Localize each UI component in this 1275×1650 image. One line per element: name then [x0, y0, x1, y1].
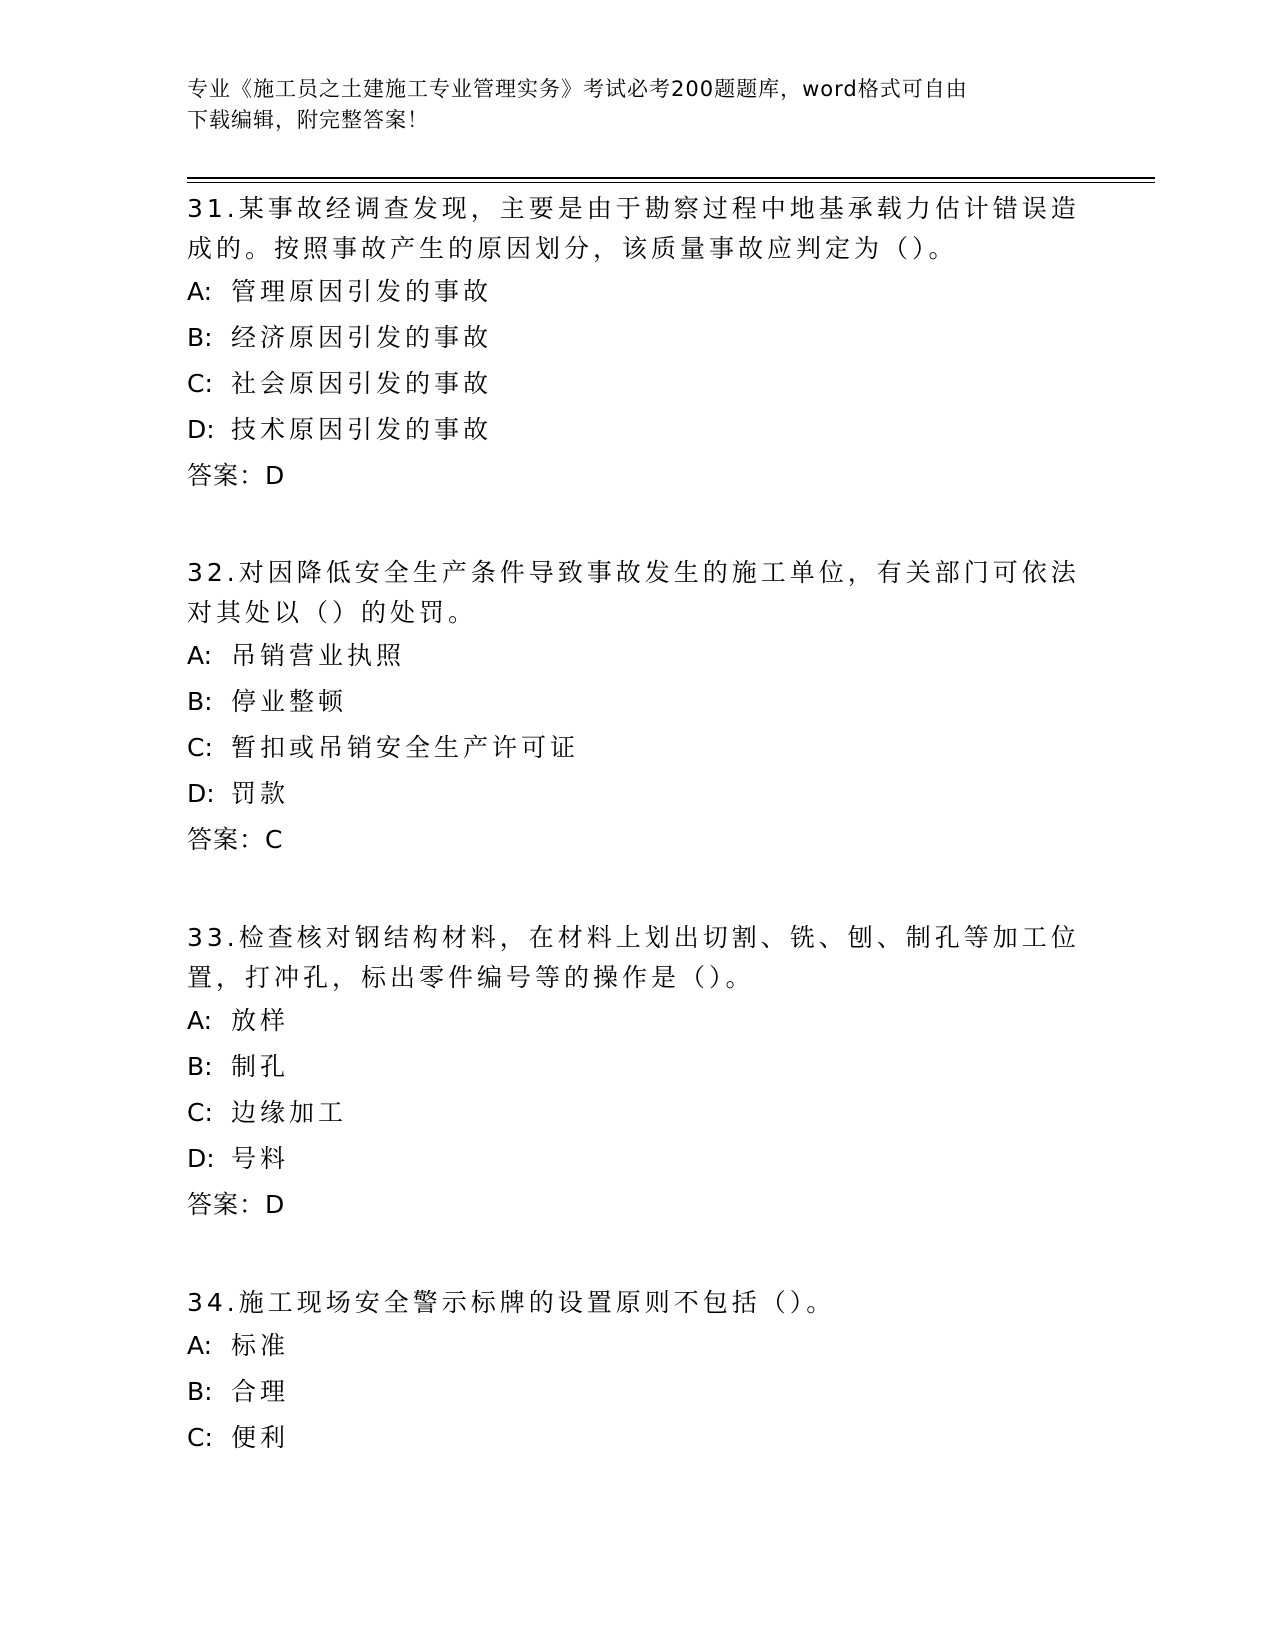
- option-letter: B:: [187, 687, 213, 716]
- option-letter: B:: [187, 1377, 213, 1406]
- option-c: [187, 1415, 1087, 1461]
- option-text: 停业整顿: [231, 687, 348, 716]
- option-text: 管理原因引发的事故: [231, 277, 493, 306]
- option-letter: A:: [187, 277, 213, 306]
- option-c: [187, 361, 1087, 407]
- option-letter: B:: [187, 323, 213, 352]
- question-32: [187, 553, 1087, 863]
- option-d: [187, 771, 1087, 817]
- option-d: [187, 407, 1087, 453]
- answer: 答案：C: [187, 825, 284, 854]
- option-text: 放样: [231, 1006, 290, 1035]
- option-letter: C:: [187, 369, 213, 398]
- header-divider-thick: [187, 177, 1155, 179]
- option-letter: A:: [187, 1331, 213, 1360]
- question-text-line: 31.某事故经调查发现，主要是由于勘察过程中地基承载力估计错误造: [187, 194, 1080, 223]
- option-text: 技术原因引发的事故: [231, 415, 493, 444]
- question-text-line: 34.施工现场安全警示标牌的设置原则不包括（）。: [187, 1288, 836, 1317]
- option-letter: C:: [187, 1098, 213, 1127]
- option-c: [187, 1090, 1087, 1136]
- option-text: 吊销营业执照: [231, 641, 406, 670]
- header-divider-thin: [187, 182, 1155, 183]
- option-text: 号料: [231, 1144, 290, 1173]
- question-text-line: 成的。按照事故产生的原因划分，该质量事故应判定为（）。: [187, 234, 958, 263]
- header-line-1: 专业《施工员之土建施工专业管理实务》考试必考200题题库，word格式可自由: [187, 77, 968, 101]
- option-letter: A:: [187, 1006, 213, 1035]
- option-b: [187, 315, 1087, 361]
- question-34: [187, 1283, 1087, 1461]
- option-letter: D:: [187, 1144, 215, 1173]
- option-text: 经济原因引发的事故: [231, 323, 493, 352]
- question-31: [187, 189, 1087, 499]
- question-text-line: 对其处以（）的处罚。: [187, 598, 478, 627]
- answer: 答案：D: [187, 1190, 286, 1219]
- option-a: [187, 1323, 1087, 1369]
- header-line-2: 下载编辑，附完整答案！: [187, 108, 429, 132]
- option-text: 罚款: [231, 779, 290, 808]
- option-letter: A:: [187, 641, 213, 670]
- document-header: [187, 74, 1087, 136]
- question-33: [187, 918, 1087, 1228]
- option-a: [187, 269, 1087, 315]
- option-text: 标准: [231, 1331, 290, 1360]
- option-letter: C:: [187, 733, 213, 762]
- option-letter: D:: [187, 415, 215, 444]
- option-text: 社会原因引发的事故: [231, 369, 493, 398]
- option-text: 边缘加工: [231, 1098, 348, 1127]
- option-d: [187, 1136, 1087, 1182]
- option-b: [187, 1044, 1087, 1090]
- option-b: [187, 1369, 1087, 1415]
- option-letter: B:: [187, 1052, 213, 1081]
- option-text: 便利: [231, 1423, 290, 1452]
- option-a: [187, 633, 1087, 679]
- option-c: [187, 725, 1087, 771]
- option-b: [187, 679, 1087, 725]
- option-text: 暂扣或吊销安全生产许可证: [231, 733, 580, 762]
- question-text-line: 33.检查核对钢结构材料，在材料上划出切割、铣、刨、制孔等加工位: [187, 923, 1080, 952]
- option-text: 合理: [231, 1377, 290, 1406]
- option-letter: D:: [187, 779, 215, 808]
- question-text-line: 32.对因降低安全生产条件导致事故发生的施工单位，有关部门可依法: [187, 558, 1080, 587]
- question-text-line: 置，打冲孔，标出零件编号等的操作是（）。: [187, 963, 755, 992]
- option-a: [187, 998, 1087, 1044]
- option-letter: C:: [187, 1423, 213, 1452]
- answer: 答案：D: [187, 461, 286, 490]
- option-text: 制孔: [231, 1052, 290, 1081]
